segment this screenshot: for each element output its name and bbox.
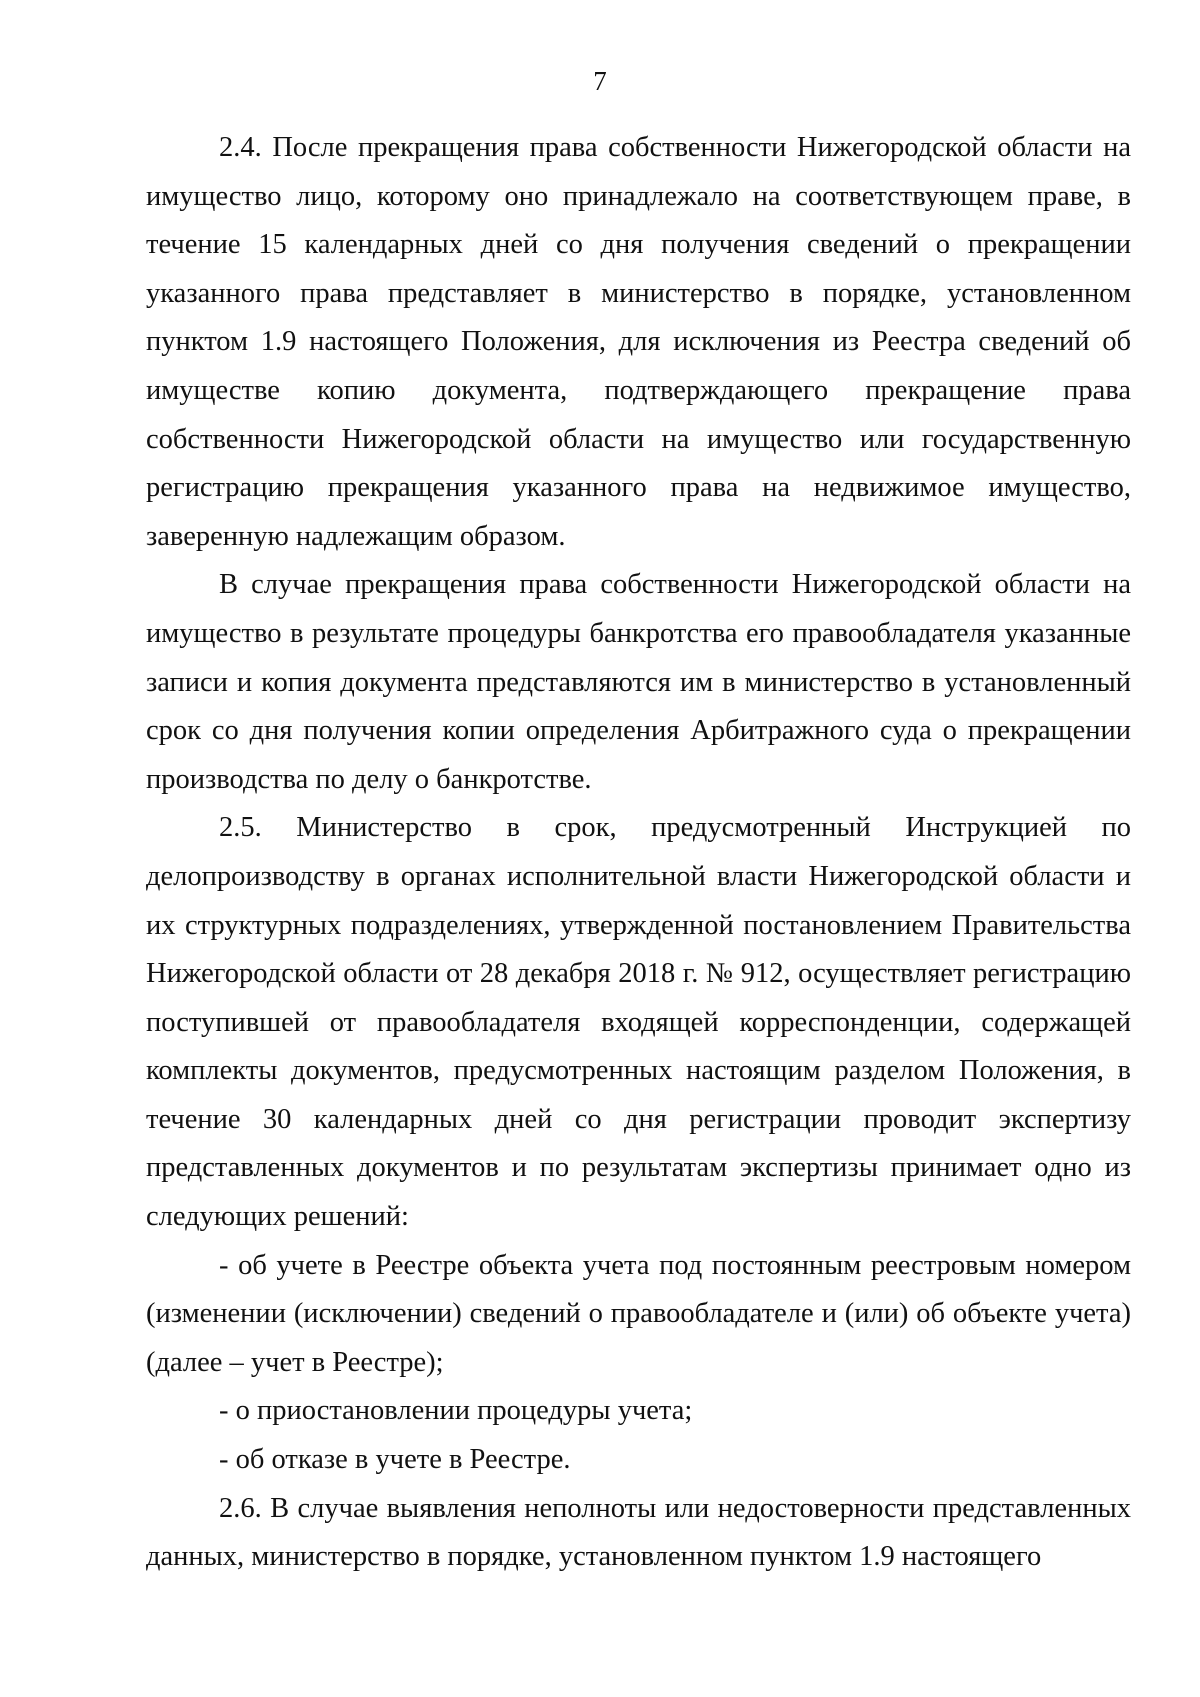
list-item-decision-refusal: - об отказе в учете в Реестре. [219,1444,571,1476]
paragraph-bankruptcy: В случае прекращения права собственности Нижегородской области на имущество в результате процедуры банкротства его правообладателя указанные записи и копия документа представляются им в министерство в установленный срок со дня получения копии определения Арбитражного суда о прекращении производства по делу о банкротстве. [146,569,1131,795]
paragraph-2-4: 2.4. После прекращения права собственности Нижегородской области на имущество лицо, которому оно принадлежало на соответствующем праве, в течение 15 календарных дней со дня получения сведений о прекращении указанного права представляет в министерство в порядке, установленном пунктом 1.9 настоящего Положения, для исключения из Реестра сведений об имуществе копию документа, подтверждающего прекращение права собственности Нижегородской области на имущество или государственную регистрацию прекращения указанного права на недвижимое имущество, заверенную надлежащим образом. [146,132,1131,552]
document-body [146,124,1131,1582]
list-item-decision-suspension: - о приостановлении процедуры учета; [219,1395,693,1427]
list-item-decision-registration: - об учете в Реестре объекта учета под постоянным реестровым номером (изменении (исключении) сведений о правообладателе и (или) об объекте учета) (далее – учет в Реестре); [146,1249,1131,1378]
page-number: 7 [593,66,607,96]
paragraph-2-5: 2.5. Министерство в срок, предусмотренный Инструкцией по делопроизводству в органах исполнительной власти Нижегородской области и их структурных подразделениях, утвержденной постановлением Правительства Нижегородской области от 28 декабря 2018 г. № 912, осуществляет регистрацию поступившей от правообладателя входящей корреспонденции, содержащей комплекты документов, предусмотренных настоящим разделом Положения, в течение 30 календарных дней со дня регистрации проводит экспертизу представленных документов и по результатам экспертизы принимает одно из следующих решений: [146,812,1131,1233]
paragraph-2-6: 2.6. В случае выявления неполноты или недостоверности представленных данных, министерство в порядке, установленном пунктом 1.9 настоящего [146,1492,1131,1573]
